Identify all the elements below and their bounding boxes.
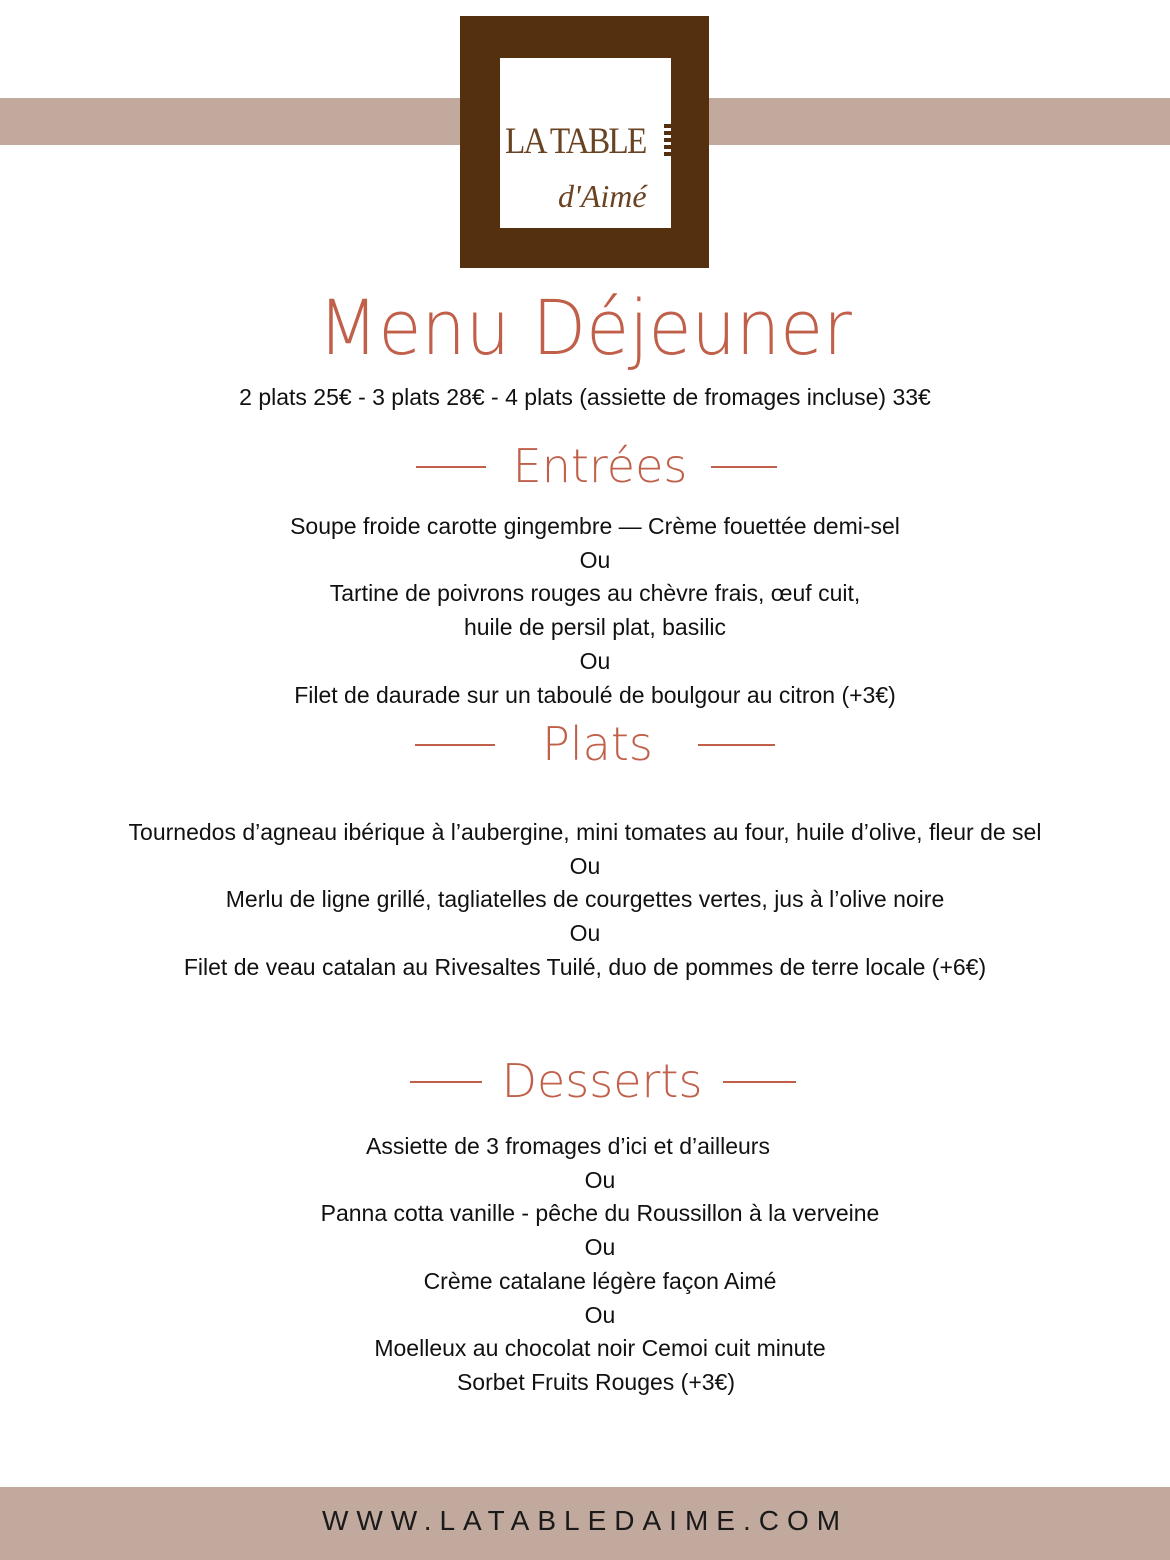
logo-wordmark: LA TABLE [505, 121, 646, 162]
list-item: Ou [579, 647, 611, 674]
list-item: Ou [584, 1301, 616, 1328]
list-item: Assiette de 3 fromages d’ici et d’ailleurs [366, 1133, 770, 1159]
list-item: Ou [584, 1234, 616, 1261]
list-item: Crème catalane légère façon Aimé [423, 1267, 777, 1294]
section-rule-right [723, 1081, 796, 1083]
logo-script: d'Aimé [558, 178, 647, 214]
section-rule-left [410, 1081, 482, 1083]
list-item: Sorbet Fruits Rouges (+3€) [456, 1368, 736, 1395]
list-item: Moelleux au chocolat noir Cemoi cuit minute [374, 1335, 826, 1362]
page-title: Menu Déjeuner [318, 283, 852, 372]
list-item: Ou [569, 920, 601, 947]
desserts-list [200, 1130, 1000, 1400]
list-item: Tartine de poivrons rouges au chèvre frais, œuf cuit, [329, 580, 861, 607]
list-item: huile de persil plat, basilic [463, 614, 727, 641]
list-item: Merlu de ligne grillé, tagliatelles de courgettes vertes, jus à l’olive noire [225, 886, 945, 913]
list-item: Ou [579, 546, 611, 573]
section-heading-desserts: Desserts [501, 1054, 703, 1108]
section-rule-right [698, 744, 775, 746]
list-item: Filet de veau catalan au Rivesaltes Tuilé, duo de pommes de terre locale (+6€) [183, 953, 987, 980]
section-heading-entrees: Entrées [512, 439, 688, 493]
list-item: Soupe froide carotte gingembre — Crème fouettée demi-sel [290, 513, 900, 539]
section-rule-left [416, 466, 486, 468]
logo-lines-icon [664, 124, 709, 164]
plats-list [30, 816, 1140, 985]
list-item: Tournedos d’agneau ibérique à l’aubergine, mini tomates au four, huile d’olive, fleur de sel [128, 819, 1042, 845]
price-line: 2 plats 25€ - 3 plats 28€ - 4 plats (assiette de fromages incluse) 33€ [239, 384, 931, 410]
list-item: Ou [569, 852, 601, 879]
section-rule-right [711, 466, 777, 468]
list-item: Ou [584, 1166, 616, 1193]
list-item: Filet de daurade sur un taboulé de boulgour au citron (+3€) [294, 681, 896, 708]
entrees-list [60, 510, 1130, 712]
section-heading-plats: Plats [542, 717, 653, 771]
section-rule-left [415, 744, 495, 746]
website-link[interactable]: WWW.LATABLEDAIME.COM [321, 1505, 849, 1536]
list-item: Panna cotta vanille - pêche du Roussillon à la verveine [320, 1200, 880, 1227]
